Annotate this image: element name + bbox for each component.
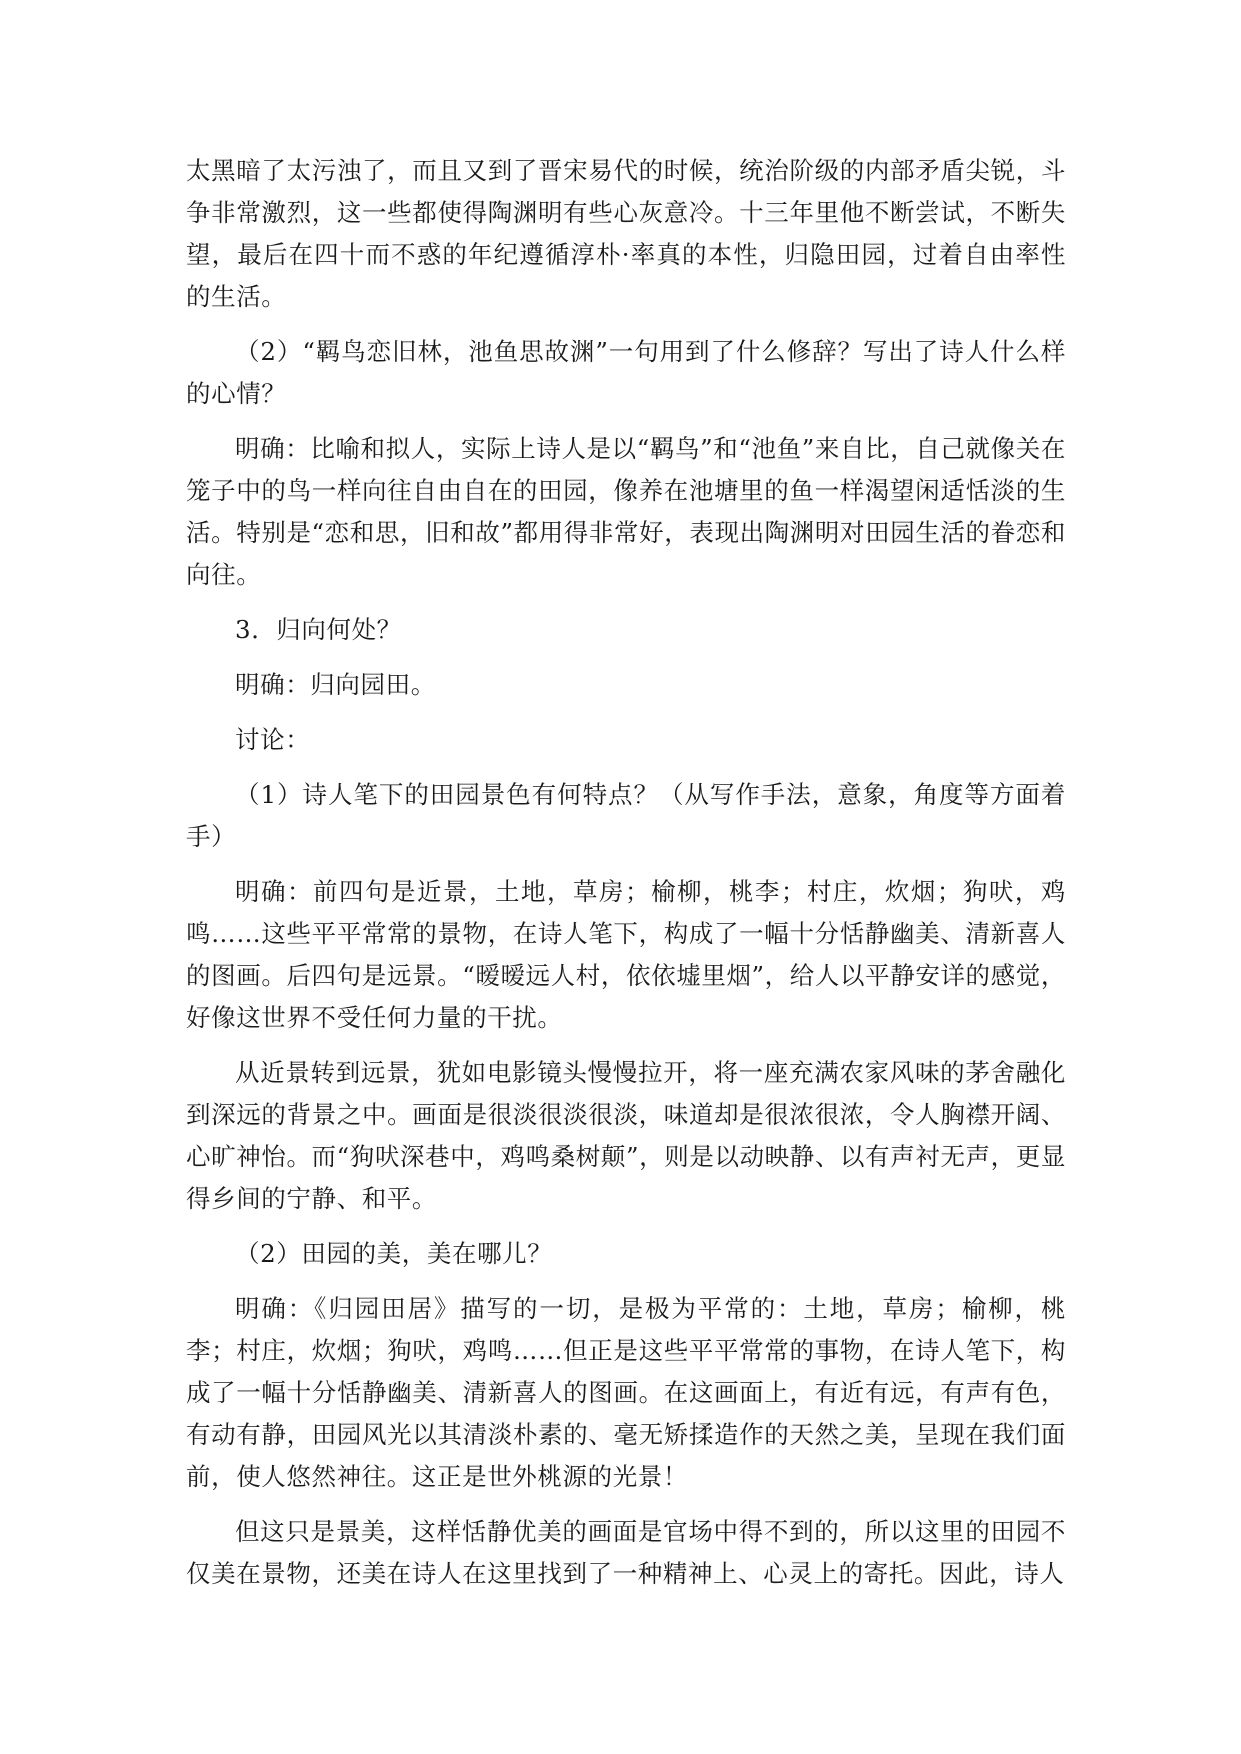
answer-discussion-2: 明确：《归园田居》描写的一切，是极为平常的：土地，草房；榆柳，桃李；村庄，炊烟；狗吠，鸡鸣……但正是这些平平常常的事物，在诗人笔下，构成了一幅十分恬静幽美、清新喜人的图画。在这画面上，有近有远，有声有色，有动有静，田园风光以其清淡朴素的、毫无矫揉造作的天然之美，呈现在我们面前，使人悠然神往。这正是世外桃源的光景！: [186, 1294, 1066, 1491]
paragraph-near-far-scene: 从近景转到远景，犹如电影镜头慢慢拉开，将一座充满农家风味的茅舍融化到深远的背景之中。画面是很淡很淡很淡，味道却是很浓很浓，令人胸襟开阔、心旷神怡。而“狗吠深巷中，鸡鸣桑树颠”，则是以动映静、以有声衬无声，更显得乡间的宁静、和平。: [186, 1058, 1066, 1213]
question-3-heading: 3．归向何处？: [235, 615, 402, 644]
discussion-question-2: （2）田园的美，美在哪儿？: [235, 1239, 553, 1268]
answer-rhetoric: 明确：比喻和拟人，实际上诗人是以“羁鸟”和“池鱼”来自比，自己就像关在笼子中的鸟一样向往自由自在的田园，像养在池塘里的鱼一样渴望闲适恬淡的生活。特别是“恋和思，旧和故”都用得非常好，表现出陶渊明对田园生活的眷恋和向往。: [186, 434, 1066, 589]
document-body: [186, 150, 1066, 1595]
question-2-rhetoric: （2）“羁鸟恋旧林，池鱼思故渊”一句用到了什么修辞？写出了诗人什么样的心情？: [186, 337, 1066, 408]
paragraph-continuation: 太黑暗了太污浊了，而且又到了晋宋易代的时候，统治阶级的内部矛盾尖锐，斗争非常激烈，这一些都使得陶渊明有些心灰意冷。十三年里他不断尝试，不断失望，最后在四十而不惑的年纪遵循淳朴·率真的本性，归隐田园，过着自由率性的生活。: [186, 156, 1066, 311]
paragraph-spiritual-beauty: 但这只是景美，这样恬静优美的画面是官场中得不到的，所以这里的田园不仅美在景物，还美在诗人在这里找到了一种精神上、心灵上的寄托。因此，诗人: [186, 1517, 1066, 1588]
discussion-label: 讨论：: [235, 725, 311, 754]
answer-3: 明确：归向园田。: [235, 670, 436, 699]
discussion-question-1: （1）诗人笔下的田园景色有何特点？（从写作手法，意象，角度等方面着手）: [186, 780, 1066, 851]
answer-discussion-1: 明确：前四句是近景，土地，草房；榆柳，桃李；村庄，炊烟；狗吠，鸡鸣……这些平平常常的景物，在诗人笔下，构成了一幅十分恬静幽美、清新喜人的图画。后四句是远景。“暧暧远人村，依依墟里烟”，给人以平静安详的感觉，好像这世界不受任何力量的干扰。: [186, 877, 1066, 1032]
